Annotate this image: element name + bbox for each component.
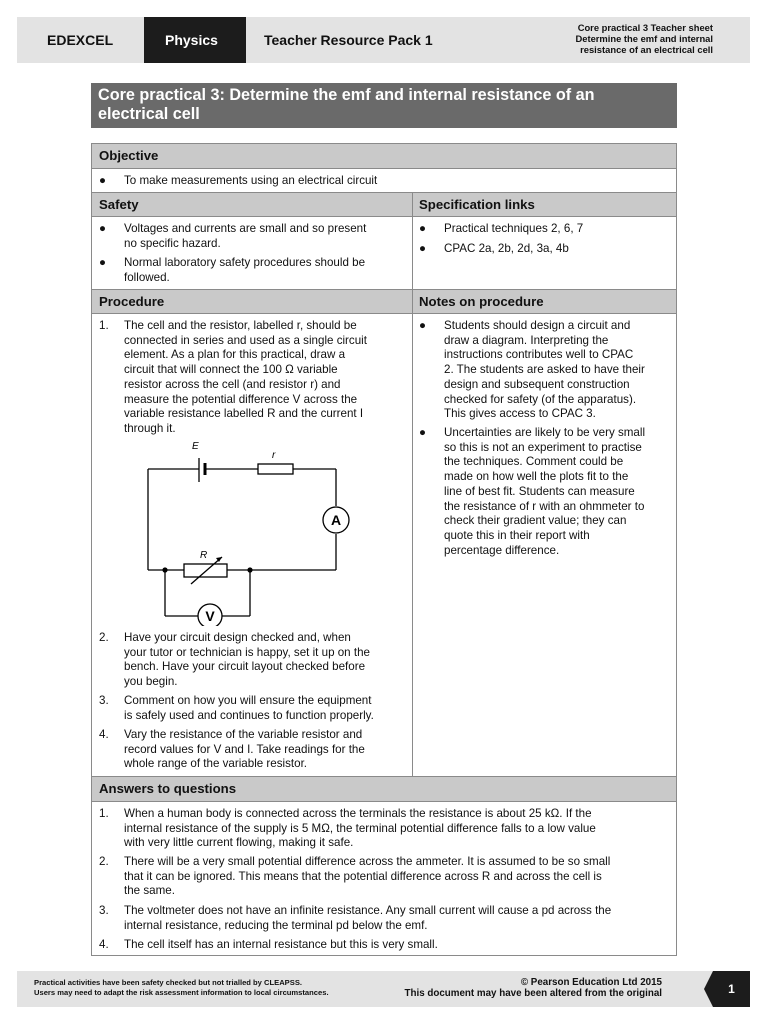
copyright-notice <box>405 977 663 999</box>
subject-label: Physics <box>165 32 218 48</box>
objective-heading-row <box>92 144 676 169</box>
internal-resistor-label: r <box>272 450 276 461</box>
safety-heading: Safety <box>99 197 139 212</box>
sheet-info-line: resistance of an electrical cell <box>580 44 713 55</box>
sheet-info <box>575 22 713 55</box>
safety-disclaimer: Practical activities have been safety checked but not trialled by CLEAPSS. Users may need to adapt the risk assessment information to local circumstances. <box>34 978 329 997</box>
objective-heading: Objective <box>99 148 159 163</box>
page-number: 1 <box>713 971 750 1007</box>
safety-heading-row <box>92 192 676 217</box>
procedure-heading-row <box>92 289 676 314</box>
board-name: EDEXCEL <box>47 32 114 48</box>
notes-heading: Notes on procedure <box>419 294 544 309</box>
answers-heading: Answers to questions <box>99 781 237 796</box>
page-title: Core practical 3: Determine the emf and internal resistance of an electrical cell <box>98 86 595 123</box>
bullet: ● <box>99 174 107 187</box>
page-header <box>17 17 750 63</box>
answers-heading-row <box>92 776 676 802</box>
circuit-diagram <box>138 436 368 626</box>
column-divider <box>412 289 413 777</box>
column-divider <box>412 192 413 289</box>
sheet-info-line: Determine the emf and internal <box>575 33 713 44</box>
altered-notice: This document may have been altered from the original <box>404 988 662 999</box>
variable-arrow <box>191 557 222 584</box>
page-tab-notch <box>704 971 713 1007</box>
procedure-heading: Procedure <box>99 294 165 309</box>
internal-resistor <box>258 464 293 474</box>
variable-resistor-label: R <box>200 550 208 561</box>
variable-resistor <box>184 564 227 577</box>
junction-dot <box>247 567 252 572</box>
title-banner <box>91 83 677 128</box>
ammeter-symbol: A <box>330 512 342 528</box>
practical-table: Objective ● To make measurements using an electrical circuit Safety Specification links ● Voltages and currents are small and so present no specific hazard. ● Normal laboratory safety procedures should be followed. ● Practical techniques 2, 6, 7 ● CPAC 2a, 2b, 2d, 3a, 4b Procedure Notes on procedure 1. The cell and the resistor, labelled r, should be connected in series and used as a single circuit element. As a plan for this practical, draw a circuit that will connect the 100 Ω variable resistor across the cell (and resistor r) and measure the potential difference V across the variable resistance labelled R and the current I through it. E r R A V 2. Have your circuit design checked and, when your tutor or technician is happy, set it up on the bench. Have your circuit layout checked before you begin. 3. Comment on how you will ensure the equipment is safely used and continues to function properly. 4. Vary the resistance of the variable resistor and record values for V and I. Take readings for the whole range of the variable resistor. ● Students should design a circuit and draw a diagram. Interpreting the instructions contributes well to CPAC 2. The students are asked to have their design and subsequent construction checked for safety (of the apparatus). This gives access to CPAC 3. ● Uncertainties are likely to be very small so this is not an experiment to practise the techniques. Comment could be made on how well the plots fit to the line of best fit. Students can measure the resistance of r with an ohmmeter to check their gradient value; they can quote this in their report with percentage difference. Answers to questions 1. When a human body is connected across the terminals the resistance is about 25 kΩ. If the internal resistance of the supply is 5 MΩ, the terminal potential difference falls to a low value with very little current flowing, making it safe. 2. There will be a very small potential difference across the ammeter. It is assumed to be so small that it can be ignored. This means that the potential difference across R and across the cell is the same. 3. The voltmeter does not have an infinite resistance. Any small current will cause a pd across the internal resistance, reducing the terminal pd below the emf. 4. The cell itself has an internal resistance but this is very small. <box>91 143 677 956</box>
voltmeter-symbol: V <box>205 608 215 624</box>
junction-dot <box>162 567 167 572</box>
page-footer <box>17 971 750 1007</box>
spec-links-heading: Specification links <box>419 197 535 212</box>
subject-tab <box>144 17 246 63</box>
sheet-info-line: Core practical 3 Teacher sheet <box>577 22 713 33</box>
copyright: © Pearson Education Ltd 2015 <box>520 977 662 988</box>
pack-title: Teacher Resource Pack 1 <box>264 32 433 48</box>
cell-label: E <box>192 441 199 452</box>
